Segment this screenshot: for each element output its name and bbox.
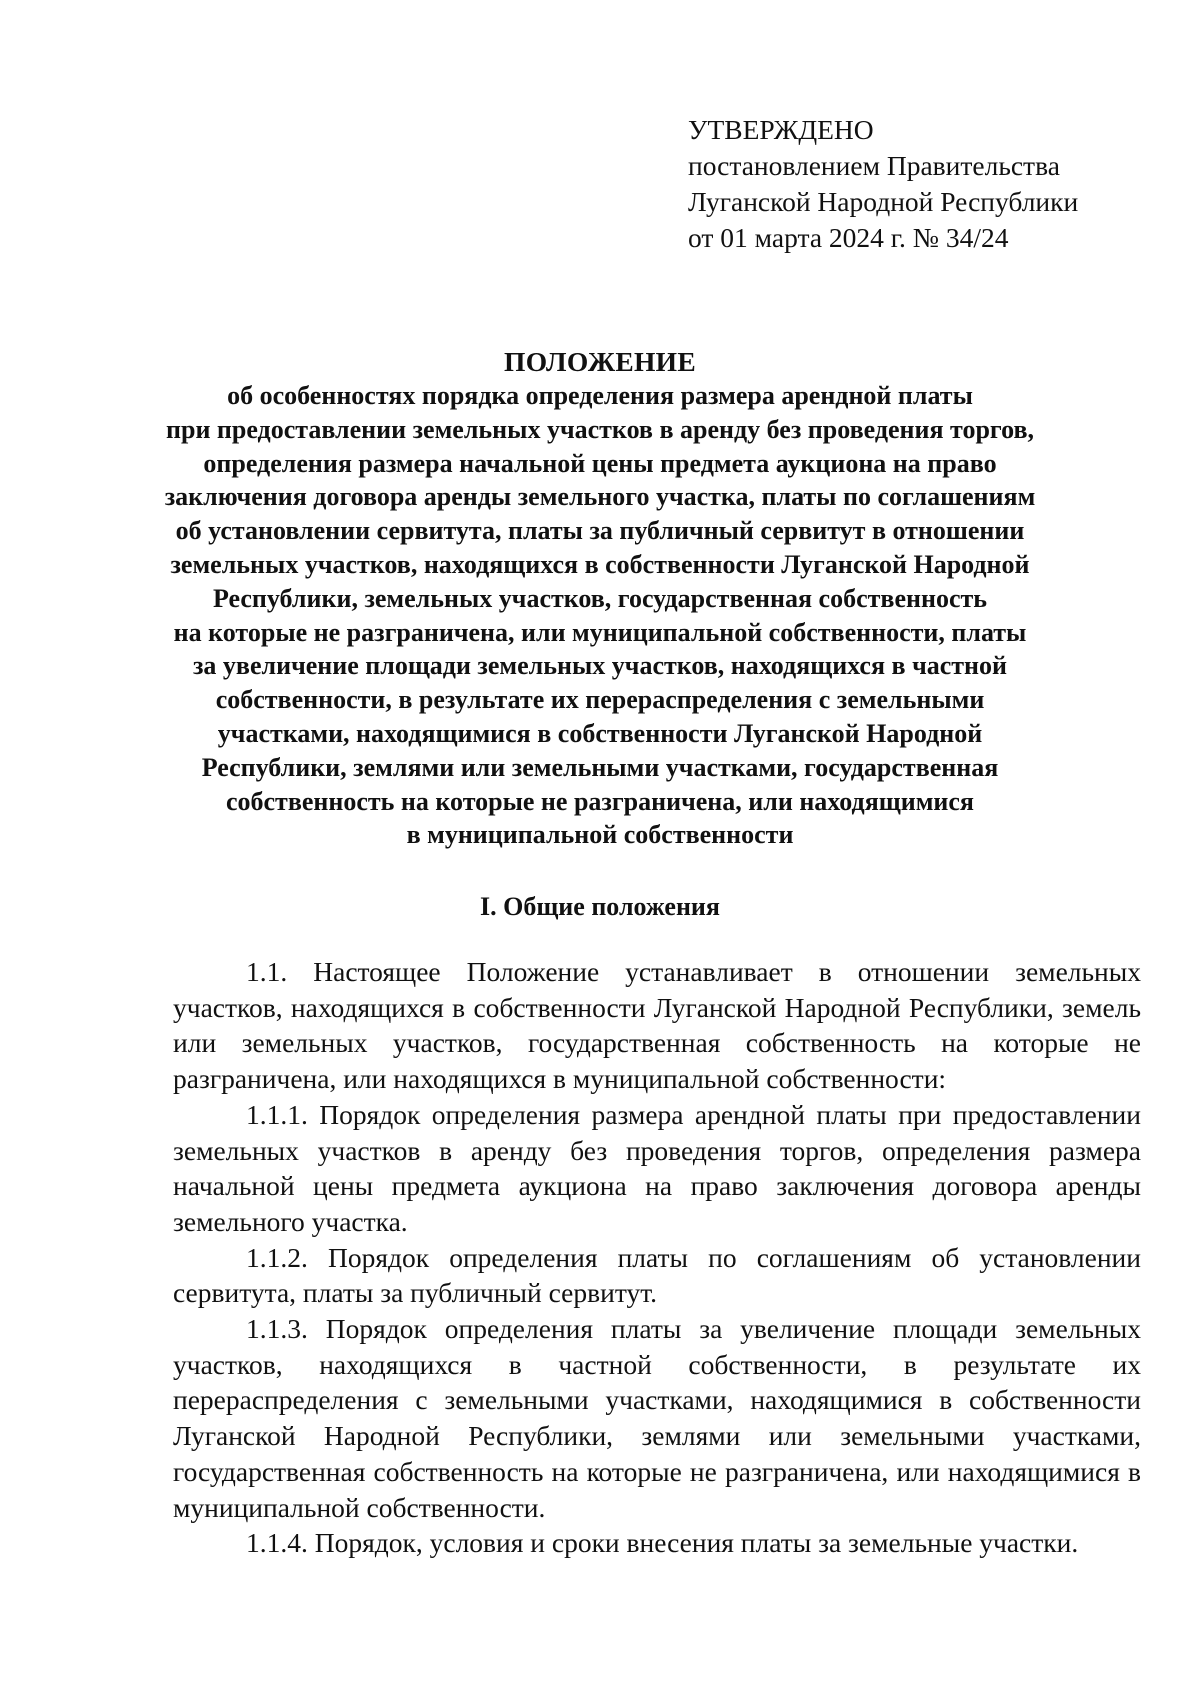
subtitle-line: собственности, в результате их перераспределения с земельными — [215, 685, 985, 715]
subtitle-line: при предоставлении земельных участков в аренду без проведения торгов, — [166, 414, 1034, 444]
subtitle-line: участками, находящимися в собственности Луганской Народной — [217, 718, 983, 748]
paragraph-1-1: 1.1. Настоящее Положение устанавливает в отношении земельных участков, находящихся в собственности Луганской Народной Республики, земель или земельных участков, государственная собственность на которые не разграничена, или находящихся в муниципальной собственности: — [173, 956, 1141, 1095]
section-heading: I. Общие положения — [480, 892, 720, 921]
subtitle-line: земельных участков, находящихся в собственности Луганской Народной — [170, 549, 1030, 579]
document-subtitle — [150, 379, 1050, 852]
subtitle-line: об установлении сервитута, платы за публичный сервитут в отношении — [175, 516, 1025, 546]
paragraph-1-1-2: 1.1.2. Порядок определения платы по соглашениям об установлении сервитута, платы за публичный сервитут. — [173, 1241, 1141, 1309]
approval-stamp — [688, 112, 1078, 256]
approval-heading: УТВЕРЖДЕНО — [688, 114, 874, 145]
paragraph-1-1-1: 1.1.1. Порядок определения размера арендной платы при предоставлении земельных участков в аренду без проведения торгов, определения размера начальной цены предмета аукциона на право заключения договора аренды земельного участка. — [173, 1098, 1141, 1237]
approval-authority: постановлением Правительства — [688, 150, 1060, 181]
document-title: ПОЛОЖЕНИЕ — [504, 346, 696, 377]
title-block — [150, 345, 1050, 852]
subtitle-line: собственность на которые не разграничена, или находящимися — [225, 786, 975, 816]
approval-date-number: от 01 марта 2024 г. № 34/24 — [688, 222, 1009, 253]
subtitle-line: Республики, земельных участков, государственная собственность — [212, 583, 988, 613]
subtitle-line: в муниципальной собственности — [406, 820, 794, 850]
subtitle-line: определения размера начальной цены предмета аукциона на право — [203, 448, 997, 478]
paragraph-1-1-4: 1.1.4. Порядок, условия и сроки внесения платы за земельные участки. — [246, 1527, 1079, 1559]
subtitle-line: на которые не разграничена, или муниципальной собственности, платы — [173, 617, 1027, 647]
subtitle-line: за увеличение площади земельных участков, находящихся в частной — [192, 651, 1008, 681]
paragraph-1-1-3: 1.1.3. Порядок определения платы за увеличение площади земельных участков, находящихся в частной собственности, в результате их перераспределения с земельными участками, находящимися в собственности Луганской Народной Республики, землями или земельными участками, государственная собственность на которые не разграничена, или находящимися в муниципальной собственности. — [173, 1313, 1141, 1523]
subtitle-line: заключения договора аренды земельного участка, платы по соглашениям — [164, 482, 1036, 512]
approval-republic: Луганской Народной Республики — [688, 186, 1079, 217]
body-text — [173, 954, 1141, 1561]
subtitle-line: Республики, землями или земельными участками, государственная — [201, 752, 999, 782]
subtitle-line: об особенностях порядка определения размера арендной платы — [227, 381, 973, 410]
